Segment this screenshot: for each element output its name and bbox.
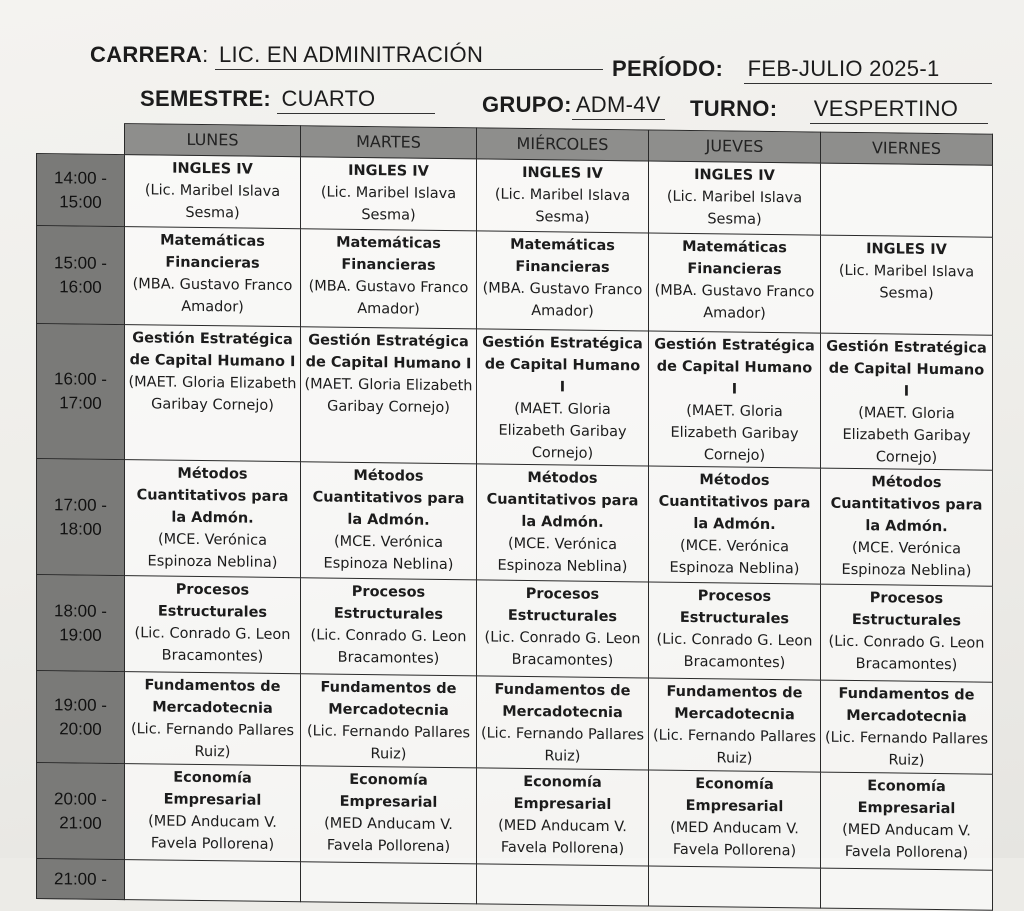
teacher-name: (Lic. Conrado G. Leon Bracamontes)	[310, 627, 467, 667]
class-cell	[301, 766, 477, 864]
subject-name	[824, 871, 989, 873]
corner-cell	[37, 123, 125, 155]
class-cell	[821, 163, 993, 237]
subject-name: INGLES IV	[866, 241, 947, 259]
subject-name: Economía Empresarial	[339, 771, 438, 811]
schedule-row	[37, 324, 993, 471]
semester-label: SEMESTRE:	[140, 86, 272, 111]
class-cell	[125, 764, 301, 862]
time-start: 14:00 -	[54, 167, 107, 188]
class-cell	[477, 329, 649, 466]
subject-name	[480, 866, 645, 868]
subject-name: Matemáticas Financieras	[336, 234, 441, 274]
subject-name: Fundamentos de Mercadotecnia	[838, 685, 975, 726]
subject-name	[128, 862, 297, 864]
teacher-name: (Lic. Maribel Islava Sesma)	[838, 262, 975, 302]
class-cell	[301, 327, 477, 464]
subject-name: Economía Empresarial	[685, 776, 784, 816]
teacher-name: (MBA. Gustavo Franco Amador)	[654, 282, 815, 322]
time-slot	[37, 226, 125, 325]
teacher-name: (MCE. Verónica Espinoza Neblina)	[323, 533, 454, 574]
time-start: 16:00 -	[54, 369, 107, 389]
subject-name: Fundamentos de Mercadotecnia	[144, 677, 281, 717]
class-cell	[821, 772, 993, 870]
subject-name: Procesos Estructurales	[507, 585, 618, 626]
teacher-name: (MAET. Gloria Elizabeth Garibay Cornejo)	[304, 376, 473, 417]
time-start: 19:00 -	[54, 694, 107, 715]
teacher-name: (MAET. Gloria Elizabeth Garibay Cornejo)	[670, 402, 799, 464]
period-label: PERÍODO:	[612, 56, 724, 81]
teacher-name: (MAET. Gloria Elizabeth Garibay Cornejo)	[498, 400, 627, 462]
class-cell	[477, 159, 649, 233]
subject-name: INGLES IV	[172, 160, 253, 178]
subject-name: Gestión Estratégica de Capital Humano I	[654, 336, 815, 398]
subject-name: Gestión Estratégica de Capital Humano I	[826, 338, 987, 400]
class-cell	[821, 584, 993, 682]
teacher-name: (MED Anducam V. Favela Pollorena)	[324, 815, 453, 856]
teacher-name: (MAET. Gloria Elizabeth Garibay Cornejo)	[842, 405, 971, 467]
teacher-name	[304, 864, 473, 866]
teacher-name: (Lic. Fernando Pallares Ruiz)	[652, 727, 817, 767]
class-cell	[649, 331, 821, 468]
subject-name: Fundamentos de Mercadotecnia	[320, 679, 457, 720]
class-cell	[649, 161, 821, 235]
teacher-name: (MCE. Verónica Espinoza Neblina)	[147, 531, 278, 571]
teacher-name: (MCE. Verónica Espinoza Neblina)	[669, 537, 800, 578]
teacher-name: (Lic. Fernando Pallares Ruiz)	[824, 729, 989, 769]
subject-name: Procesos Estructurales	[157, 581, 268, 621]
class-cell	[477, 580, 649, 678]
semester-line	[140, 86, 435, 114]
teacher-name: (Lic. Conrado G. Leon Bracamontes)	[134, 625, 291, 665]
class-cell	[477, 768, 649, 866]
teacher-name	[652, 869, 817, 871]
subject-name: Economía Empresarial	[163, 769, 262, 809]
teacher-name: (MBA. Gustavo Franco Amador)	[308, 278, 469, 318]
subject-name: Fundamentos de Mercadotecnia	[494, 681, 631, 722]
subject-name: Procesos Estructurales	[851, 590, 962, 630]
class-cell	[477, 231, 649, 331]
class-cell	[821, 680, 993, 774]
subject-name: Procesos Estructurales	[333, 583, 444, 623]
teacher-name: (MCE. Verónica Espinoza Neblina)	[497, 535, 628, 576]
time-start: 20:00 -	[54, 788, 107, 809]
period-value: FEB-JULIO 2025-1	[744, 56, 992, 84]
class-cell	[649, 466, 821, 584]
class-cell	[649, 582, 821, 680]
subject-name: Gestión Estratégica de Capital Humano I	[482, 334, 643, 396]
subject-name: Economía Empresarial	[513, 773, 612, 814]
career-label: CARRERA	[90, 42, 203, 67]
class-cell	[301, 157, 477, 231]
teacher-name	[128, 862, 297, 864]
subject-name: INGLES IV	[348, 162, 429, 180]
class-cell	[125, 860, 301, 902]
class-cell	[477, 864, 649, 906]
teacher-name: (Lic. Maribel Islava Sesma)	[494, 186, 631, 226]
subject-name	[824, 166, 989, 168]
subject-name: Métodos Cuantitativos para la Admón.	[136, 465, 289, 527]
schedule-row	[37, 763, 993, 871]
time-end: 20:00	[59, 718, 102, 739]
schedule-row	[37, 154, 993, 238]
shift-label: TURNO:	[690, 96, 778, 121]
class-cell	[301, 229, 477, 329]
subject-name: Gestión Estratégica de Capital Humano I	[129, 330, 296, 371]
teacher-name: (Lic. Fernando Pallares Ruiz)	[306, 723, 471, 763]
subject-name: Economía Empresarial	[857, 778, 956, 818]
class-cell	[301, 578, 477, 676]
class-cell	[649, 678, 821, 772]
group-label: GRUPO:	[482, 92, 572, 117]
time-slot	[37, 324, 125, 460]
subject-name: INGLES IV	[694, 167, 775, 185]
time-end: 19:00	[59, 624, 102, 645]
class-cell	[649, 233, 821, 333]
shift-value: VESPERTINO	[810, 96, 988, 124]
subject-name: Procesos Estructurales	[679, 588, 790, 628]
class-cell	[125, 672, 301, 766]
class-cell	[649, 770, 821, 868]
class-cell	[125, 155, 301, 229]
teacher-name: (Lic. Maribel Islava Sesma)	[144, 182, 281, 222]
class-cell	[821, 333, 993, 470]
time-end: 18:00	[59, 518, 102, 539]
class-cell	[821, 235, 993, 335]
teacher-name: (Lic. Fernando Pallares Ruiz)	[130, 721, 295, 761]
teacher-name: (Lic. Maribel Islava Sesma)	[320, 184, 457, 224]
teacher-name: (Lic. Conrado G. Leon Bracamontes)	[828, 633, 985, 674]
teacher-name: (Lic. Conrado G. Leon Bracamontes)	[656, 631, 813, 672]
teacher-name	[824, 166, 989, 168]
subject-name: Matemáticas Financieras	[682, 238, 787, 279]
class-cell	[125, 460, 301, 578]
subject-name	[652, 869, 817, 871]
schedule-row	[37, 575, 993, 683]
class-cell	[821, 868, 993, 910]
group-value: ADM-4V	[572, 92, 665, 120]
teacher-name: (Lic. Fernando Pallares Ruiz)	[480, 725, 645, 765]
group-line	[482, 92, 665, 120]
class-cell	[649, 866, 821, 908]
teacher-name: (Lic. Conrado G. Leon Bracamontes)	[484, 629, 641, 670]
class-cell	[125, 325, 301, 462]
time-end: 15:00	[59, 191, 102, 212]
subject-name: Fundamentos de Mercadotecnia	[666, 683, 803, 724]
shift-line	[690, 96, 988, 124]
subject-name: Métodos Cuantitativos para la Admón.	[312, 467, 465, 529]
time-start: 17:00 -	[54, 494, 107, 515]
time-end: 21:00	[59, 812, 102, 833]
schedule-row	[37, 459, 993, 587]
time-slot	[37, 859, 125, 900]
teacher-name: (MED Anducam V. Favela Pollorena)	[498, 817, 627, 858]
period-line	[612, 56, 992, 84]
teacher-name: (MCE. Verónica Espinoza Neblina)	[841, 539, 972, 580]
time-slot	[37, 154, 125, 227]
day-header: JUEVES	[649, 130, 821, 163]
class-cell	[301, 674, 477, 768]
subject-name: Matemáticas Financieras	[510, 236, 615, 277]
time-end: 17:00	[59, 393, 102, 413]
subject-name: Métodos Cuantitativos para la Admón.	[830, 474, 983, 536]
class-cell	[301, 462, 477, 580]
time-start: 18:00 -	[54, 600, 107, 621]
teacher-name: (MAET. Gloria Elizabeth Garibay Cornejo)	[128, 374, 297, 414]
schedule-row	[37, 671, 993, 775]
career-value: LIC. EN ADMINITRACIÓN	[215, 42, 603, 70]
day-header: MIÉRCOLES	[477, 128, 649, 161]
subject-name: Matemáticas Financieras	[160, 232, 265, 272]
subject-name: Gestión Estratégica de Capital Humano I	[305, 332, 472, 373]
time-start: 21:00 -	[54, 868, 107, 889]
time-end: 16:00	[59, 276, 102, 297]
time-slot	[37, 575, 125, 672]
class-cell	[477, 464, 649, 582]
subject-name: Métodos Cuantitativos para la Admón.	[658, 472, 811, 534]
day-header: MARTES	[301, 126, 477, 159]
teacher-name: (MED Anducam V. Favela Pollorena)	[842, 821, 971, 862]
day-header: VIERNES	[821, 132, 993, 165]
schedule-table	[36, 122, 993, 911]
teacher-name	[824, 871, 989, 873]
class-cell	[125, 227, 301, 327]
subject-name: INGLES IV	[522, 164, 603, 182]
teacher-name: (Lic. Maribel Islava Sesma)	[666, 188, 803, 228]
teacher-name: (MBA. Gustavo Franco Amador)	[482, 280, 643, 320]
class-cell	[125, 576, 301, 674]
teacher-name	[480, 866, 645, 868]
subject-name	[304, 864, 473, 866]
time-start: 15:00 -	[54, 252, 107, 273]
semester-value: CUARTO	[277, 86, 435, 114]
subject-name: Métodos Cuantitativos para la Admón.	[486, 470, 639, 531]
career-line: CARRERA: LIC. EN ADMINITRACIÓN	[90, 42, 603, 70]
schedule-row	[37, 226, 993, 336]
teacher-name: (MED Anducam V. Favela Pollorena)	[148, 813, 277, 853]
teacher-name: (MBA. Gustavo Franco Amador)	[132, 276, 293, 316]
teacher-name: (MED Anducam V. Favela Pollorena)	[670, 819, 799, 860]
time-slot	[37, 459, 125, 576]
class-cell	[477, 676, 649, 770]
time-slot	[37, 763, 125, 860]
class-cell	[301, 862, 477, 904]
class-cell	[821, 468, 993, 586]
time-slot	[37, 671, 125, 764]
day-header: LUNES	[125, 124, 301, 157]
